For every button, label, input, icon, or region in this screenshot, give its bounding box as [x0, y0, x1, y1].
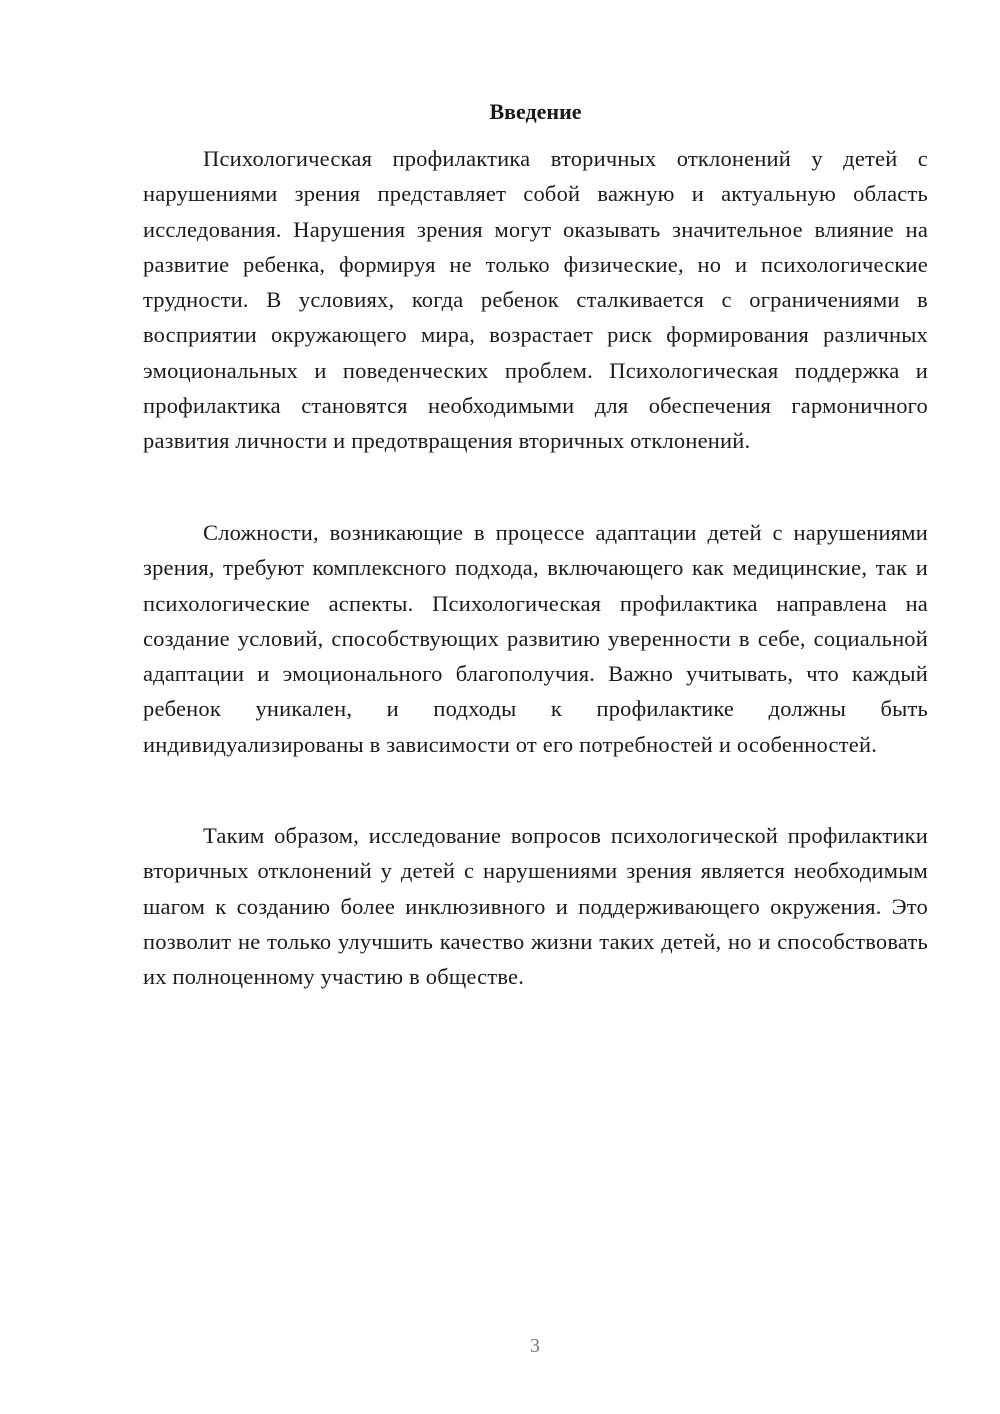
- section-heading: Введение: [489, 99, 582, 124]
- paragraph-1: Психологическая профилактика вторичных отклонений у детей с нарушениями зрения представляет собой важную и актуальную область исследования. Нарушения зрения могут оказывать значительное влияние на развитие ребенка, формируя не только физические, но и психологические трудности. В условиях, когда ребенок сталкивается с ограничениями в восприятии окружающего мира, возрастает риск формирования различных эмоциональных и поведенческих проблем. Психологическая поддержка и профилактика становятся необходимыми для обеспечения гармоничного развития личности и предотвращения вторичных отклонений.: [143, 146, 928, 454]
- paragraph-3: Таким образом, исследование вопросов психологической профилактики вторичных отклонений у детей с нарушениями зрения является необходимым шагом к созданию более инклюзивного и поддерживающего окружения. Это позволит не только улучшить качество жизни таких детей, но и способствовать их полноценному участию в обществе.: [143, 823, 928, 990]
- page-number: 3: [530, 1335, 540, 1357]
- paragraph-2: Сложности, возникающие в процессе адаптации детей с нарушениями зрения, требуют комплексного подхода, включающего как медицинские, так и психологические аспекты. Психологическая профилактика направлена на создание условий, способствующих развитию уверенности в себе, социальной адаптации и эмоционального благополучия. Важно учитывать, что каждый ребенок уникален, и подходы к профилактике должны быть индивидуализированы в зависимости от его потребностей и особенностей.: [143, 520, 928, 757]
